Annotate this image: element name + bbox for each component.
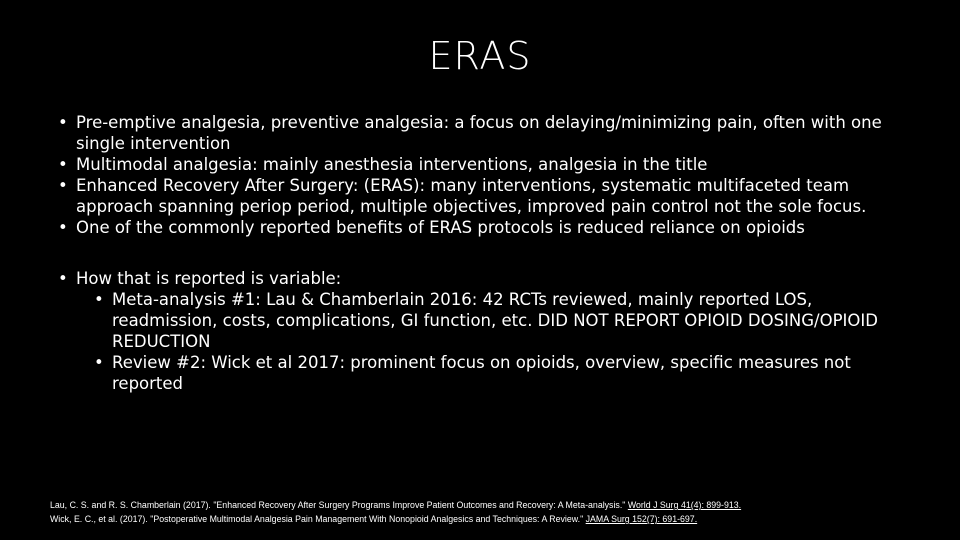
reference-text: Wick, E. C., et al. (2017). "Postoperative Multimodal Analgesia Pain Management With Nonopioid Analgesics and Techniques: A Review.": [50, 514, 586, 524]
bullet-text: How that is reported is variable:: [76, 269, 342, 288]
subbullet-list: [76, 289, 918, 394]
bullet-item: • Enhanced Recovery After Surgery: (ERAS): many interventions, systematic multifaceted team approach spanning periop period, multiple objectives, improved pain control not the sole focus.: [58, 175, 918, 217]
references: [50, 498, 920, 526]
reference-link[interactable]: JAMA Surg 152(7): 691-697.: [585, 514, 698, 524]
bullet-item: • One of the commonly reported benefits of ERAS protocols is reduced reliance on opioids: [58, 217, 918, 238]
reference-item: [50, 498, 920, 512]
subbullet-item: • Meta-analysis #1: Lau & Chamberlain 2016: 42 RCTs reviewed, mainly reported LOS, readmission, costs, complications, GI function, etc. DID NOT REPORT OPIOID DOSING/OPIOID REDUCTION: [94, 289, 918, 352]
reference-item: [50, 512, 920, 526]
slide-title: ERAS: [428, 34, 532, 78]
reference-link[interactable]: World J Surg 41(4): 899-913.: [627, 500, 742, 510]
bullet-list: [58, 112, 918, 394]
bullet-item: • Multimodal analgesia: mainly anesthesia interventions, analgesia in the title: [58, 154, 918, 175]
bullet-item: • Pre-emptive analgesia, preventive analgesia: a focus on delaying/minimizing pain, often with one single intervention: [58, 112, 918, 154]
subbullet-item: • Review #2: Wick et al 2017: prominent focus on opioids, overview, specific measures not reported: [94, 352, 918, 394]
bullet-item-with-subbullets: [58, 268, 918, 394]
reference-text: Lau, C. S. and R. S. Chamberlain (2017). "Enhanced Recovery After Surgery Programs Improve Patient Outcomes and Recovery: A Meta-analysis.": [50, 500, 628, 510]
